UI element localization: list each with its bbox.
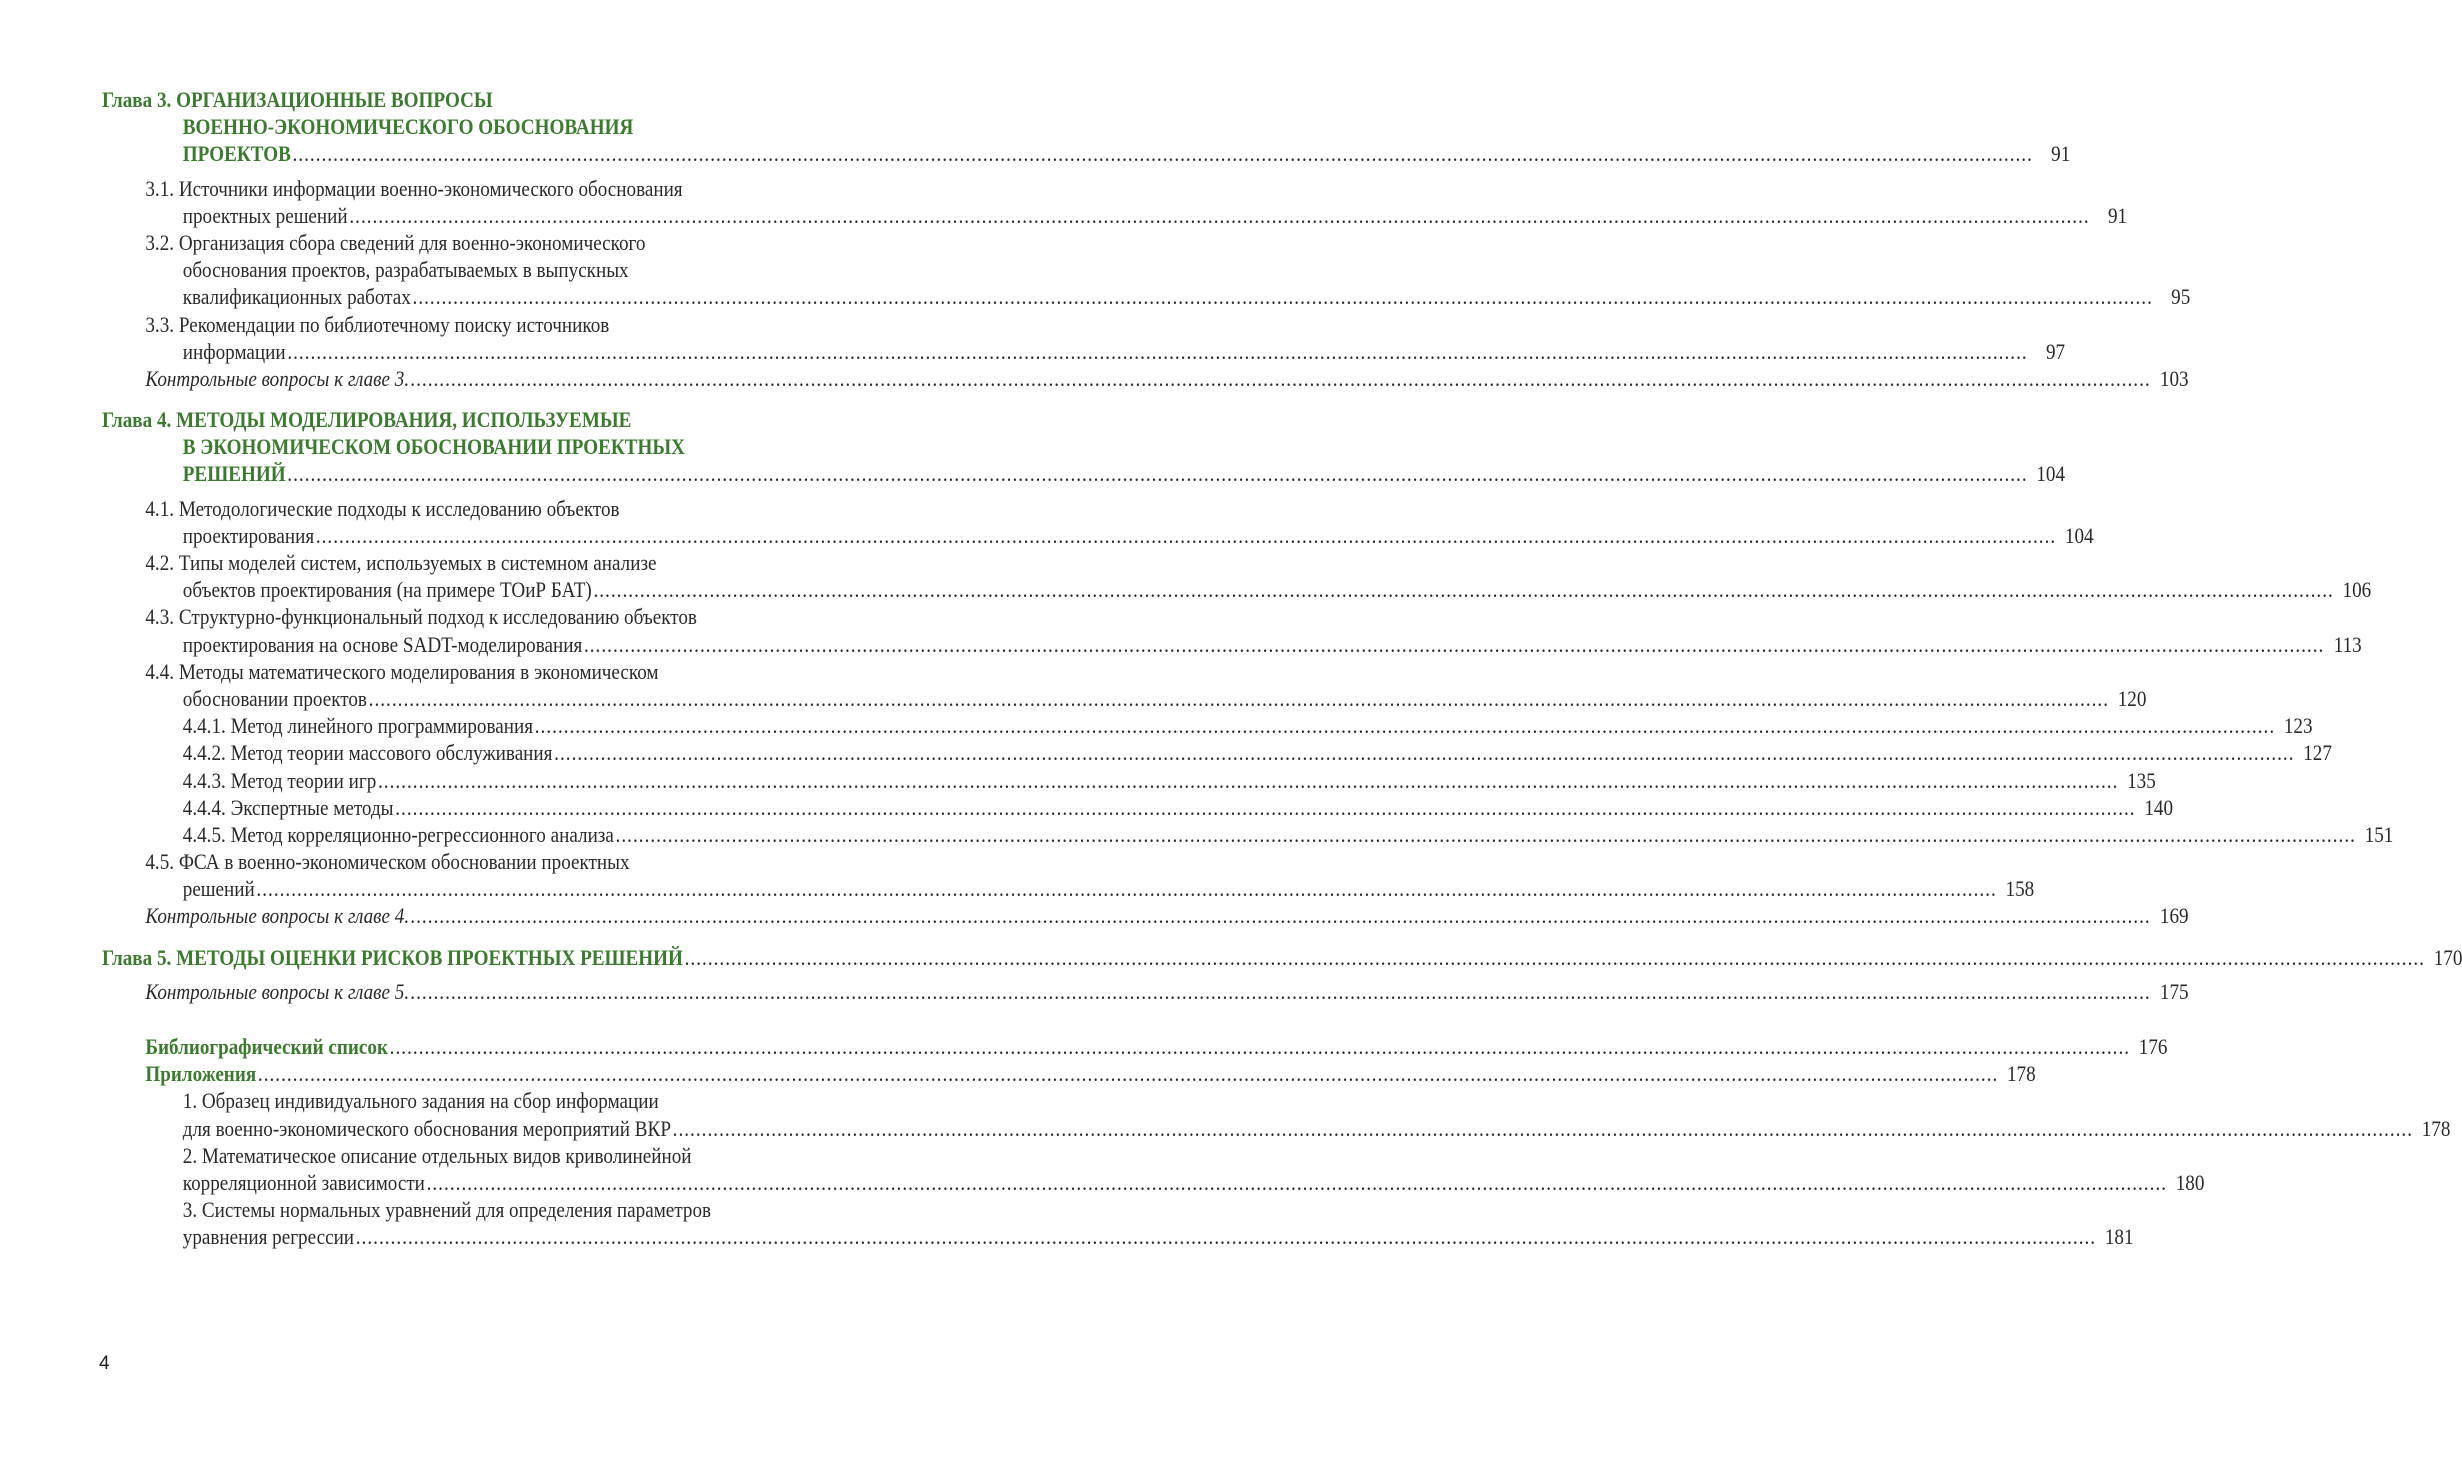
toc-entry-title: 4.4.4. Экспертные методы (182, 794, 394, 820)
toc-line (102, 229, 900, 256)
toc-line (102, 767, 2156, 794)
toc-entry-title: В ЭКОНОМИЧЕСКОМ ОБОСНОВАНИИ ПРОЕКТНЫХ (182, 434, 685, 460)
toc-line (102, 1115, 2451, 1142)
leader-dots: ............................................................................................................................................................................................................................................................................................................ (377, 767, 2119, 793)
leader-dots: ............................................................................................................................................................................................................................................................................................................ (287, 338, 2028, 364)
toc-entry-title: 4.3. Структурно-функциональный подход к исследованию объектов (145, 604, 697, 630)
toc-page-number: 176 (2138, 1034, 2168, 1059)
toc-page-number: 158 (2005, 876, 2035, 902)
toc-line (102, 406, 900, 433)
toc-entry-title: проектирования на основе SADT-моделирования (182, 631, 583, 657)
toc-page-number: 170 (2433, 944, 2462, 970)
leader-dots: ............................................................................................................................................................................................................................................................................................................ (615, 821, 2356, 847)
toc-line (102, 712, 2313, 739)
toc-line (102, 433, 900, 460)
toc-entry-title: 4.4.1. Метод линейного программирования (182, 713, 534, 739)
toc-page-number: 91 (2107, 202, 2128, 228)
toc-entry-title: обосновании проектов (182, 685, 367, 711)
toc-line (102, 365, 2189, 392)
leader-dots: ............................................................................................................................................................................................................................................................................................................ (355, 1224, 2097, 1250)
toc-entry-sub[interactable] (102, 821, 2394, 848)
toc-line (102, 86, 900, 113)
toc-line (102, 113, 900, 140)
toc-entry-title: 4.5. ФСА в военно-экономическом обосновании проектных (145, 849, 630, 875)
toc-entry-title: 3.1. Источники информации военно-экономического обоснования (145, 175, 683, 201)
leader-dots: ............................................................................................................................................................................................................................................................................................................ (410, 903, 2152, 929)
toc-line (102, 338, 2066, 365)
toc-entry-chapter[interactable] (102, 944, 2462, 971)
toc-entry-title: обоснования проектов, разрабатываемых в выпускных (182, 257, 629, 283)
toc-entry-appendix[interactable] (102, 1087, 2451, 1141)
leader-dots: ............................................................................................................................................................................................................................................................................................................ (395, 794, 2136, 820)
leader-dots: ............................................................................................................................................................................................................................................................................................................ (593, 577, 2334, 603)
toc-entry-title: ПРОЕКТОВ (182, 141, 291, 167)
toc-entry-title: Контрольные вопросы к главе 4. (145, 903, 410, 929)
toc-line (102, 739, 2332, 766)
toc-line (102, 658, 900, 685)
toc-line (102, 1142, 900, 1169)
toc-line (102, 1087, 900, 1114)
toc-page-number: 178 (2421, 1115, 2451, 1141)
toc-entry-title: квалификационных работах (182, 284, 411, 310)
toc-entry-title: Глава 5. МЕТОДЫ ОЦЕНКИ РИСКОВ ПРОЕКТНЫХ РЕШЕНИЙ (102, 944, 683, 970)
toc-page-number: 104 (2036, 461, 2066, 487)
leader-dots: ............................................................................................................................................................................................................................................................................................................ (256, 876, 1997, 902)
toc-line (102, 202, 2128, 229)
leader-dots: ............................................................................................................................................................................................................................................................................................................ (349, 202, 2090, 228)
leader-dots: ............................................................................................................................................................................................................................................................................................................ (287, 461, 2028, 487)
leader-dots: ............................................................................................................................................................................................................................................................................................................ (672, 1115, 2414, 1141)
toc-line (102, 944, 2462, 971)
leader-dots: ............................................................................................................................................................................................................................................................................................................ (426, 1169, 2168, 1195)
toc-page-number: 151 (2364, 821, 2394, 847)
leader-dots: ............................................................................................................................................................................................................................................................................................................ (315, 522, 2057, 548)
toc-entry-title: проектирования (182, 522, 315, 548)
toc-page-number: 123 (2283, 713, 2313, 739)
toc-entry-section[interactable] (102, 175, 2128, 229)
table-of-contents (102, 86, 2462, 1251)
toc-entry-title: РЕШЕНИЙ (182, 461, 286, 487)
toc-page-number: 127 (2303, 740, 2332, 766)
toc-line (102, 522, 2094, 549)
toc-page-number: 91 (2051, 141, 2071, 167)
toc-entry-title: 4.2. Типы моделей систем, используемых в системном анализе (145, 550, 657, 575)
toc-page-number: 181 (2104, 1224, 2134, 1250)
toc-entry-title: 2. Математическое описание отдельных видов криволинейной (182, 1142, 692, 1168)
toc-page-number: 113 (2333, 631, 2362, 657)
toc-line (102, 1169, 2205, 1196)
toc-page-number: 106 (2342, 577, 2372, 603)
toc-page-number: 140 (2144, 794, 2174, 820)
toc-entry-title: 4.4.5. Метод корреляционно-регрессионного анализа (182, 821, 614, 847)
leader-dots: ............................................................................................................................................................................................................................................................................................................ (368, 685, 2110, 711)
toc-page-number: 97 (2045, 338, 2066, 364)
toc-line (102, 549, 900, 576)
leader-dots: ............................................................................................................................................................................................................................................................................................................ (410, 978, 2152, 1004)
toc-entry-title: Приложения (145, 1061, 257, 1087)
toc-entry-appendix[interactable] (102, 1196, 2134, 1250)
toc-line (102, 978, 2189, 1005)
toc-entry-title: 4.4. Методы математического моделирования в экономическом (145, 658, 659, 684)
toc-entry-sub[interactable] (102, 767, 2156, 794)
leader-dots: ............................................................................................................................................................................................................................................................................................................ (389, 1034, 2131, 1059)
toc-line (102, 685, 2147, 712)
leader-dots: ............................................................................................................................................................................................................................................................................................................ (684, 944, 2425, 970)
toc-entry-title: 4.1. Методологические подходы к исследованию объектов (145, 495, 620, 521)
toc-entry-title: 3.3. Рекомендации по библиотечному поиску источников (145, 311, 610, 337)
toc-page-number: 95 (2171, 284, 2191, 310)
toc-entry-title: уравнения регрессии (182, 1224, 355, 1250)
toc-entry-bib[interactable] (102, 1033, 2168, 1060)
toc-entry-section[interactable] (102, 848, 2035, 902)
leader-dots: ............................................................................................................................................................................................................................................................................................................ (292, 141, 2033, 167)
toc-entry-appendix[interactable] (102, 1142, 2205, 1196)
toc-line (102, 495, 900, 522)
leader-dots: ............................................................................................................................................................................................................................................................................................................ (534, 713, 2276, 739)
toc-entry-title: 1. Образец индивидуального задания на сбор информации (182, 1088, 659, 1114)
toc-entry-title: для военно-экономического обоснования мероприятий ВКР (182, 1115, 671, 1141)
toc-entry-sub[interactable] (102, 794, 2174, 821)
toc-entry-question[interactable] (102, 902, 2189, 929)
leader-dots: ............................................................................................................................................................................................................................................................................................................ (257, 1061, 1999, 1087)
leader-dots: ............................................................................................................................................................................................................................................................................................................ (410, 365, 2152, 391)
toc-line (102, 1033, 2168, 1060)
toc-page-number: 120 (2117, 685, 2147, 711)
toc-line (102, 576, 2372, 603)
toc-entry-section[interactable] (102, 495, 2094, 549)
toc-entry-title: Глава 4. МЕТОДЫ МОДЕЛИРОВАНИЯ, ИСПОЛЬЗУЕМЫЕ (102, 407, 632, 433)
leader-dots: ............................................................................................................................................................................................................................................................................................................ (412, 284, 2153, 310)
toc-entry-section[interactable] (102, 311, 2066, 365)
toc-line (102, 902, 2189, 929)
toc-entry-title: 4.4.2. Метод теории массового обслуживания (182, 740, 553, 766)
toc-line (102, 1060, 2036, 1087)
toc-entry-title: Глава 3. ОРГАНИЗАЦИОННЫЕ ВОПРОСЫ (102, 87, 493, 112)
toc-entry-sub[interactable] (102, 712, 2313, 739)
toc-entry-title: 4.4.3. Метод теории игр (182, 767, 377, 793)
toc-line (102, 794, 2174, 821)
toc-line (102, 140, 2071, 167)
page-number: 4 (99, 1353, 110, 1374)
toc-line (102, 1223, 2134, 1250)
toc-entry-title: корреляционной зависимости (182, 1169, 425, 1195)
toc-entry-title: Контрольные вопросы к главе 5. (145, 978, 410, 1004)
toc-entry-title: Контрольные вопросы к главе 3. (145, 365, 410, 391)
toc-entry-title: ВОЕННО-ЭКОНОМИЧЕСКОГО ОБОСНОВАНИЯ (182, 114, 634, 140)
toc-line (102, 311, 900, 338)
toc-page-number: 178 (2006, 1061, 2036, 1087)
toc-page-number: 103 (2159, 365, 2189, 391)
toc-page-number: 169 (2159, 903, 2189, 929)
leader-dots: ............................................................................................................................................................................................................................................................................................................ (583, 631, 2325, 657)
toc-line (102, 875, 2035, 902)
toc-entry-sub[interactable] (102, 739, 2332, 766)
toc-entry-title: 3. Системы нормальных уравнений для определения параметров (182, 1197, 712, 1223)
toc-entry-section[interactable] (102, 229, 2191, 311)
toc-entry-title: информации (182, 338, 286, 364)
toc-line (102, 821, 2394, 848)
toc-line (102, 256, 900, 283)
toc-entry-title: объектов проектирования (на примере ТОиР БАТ) (182, 577, 592, 603)
toc-entry-chapter[interactable] (102, 86, 2071, 168)
toc-entry-section[interactable] (102, 658, 2147, 712)
toc-entry-section[interactable] (102, 603, 2362, 657)
toc-line (102, 283, 2191, 310)
toc-entry-question[interactable] (102, 365, 2189, 392)
toc-entry-chapter[interactable] (102, 406, 2066, 488)
toc-entry-question[interactable] (102, 978, 2189, 1005)
toc-page-number: 180 (2175, 1169, 2205, 1195)
toc-line (102, 460, 2066, 487)
toc-line (102, 848, 900, 875)
toc-entry-bib[interactable] (102, 1060, 2036, 1087)
toc-entry-title: решений (182, 876, 255, 902)
toc-entry-title: проектных решений (182, 202, 348, 228)
toc-entry-section[interactable] (102, 549, 2372, 603)
toc-page-number: 135 (2127, 767, 2156, 793)
toc-entry-title: Библиографический список (145, 1034, 388, 1059)
toc-line (102, 175, 900, 202)
toc-page-number: 175 (2159, 978, 2189, 1004)
toc-line (102, 631, 2362, 658)
leader-dots: ............................................................................................................................................................................................................................................................................................................ (554, 740, 2295, 766)
toc-line (102, 1196, 900, 1223)
toc-line (102, 603, 900, 630)
toc-page-number: 104 (2064, 522, 2094, 548)
toc-entry-title: 3.2. Организация сбора сведений для военно-экономического (145, 229, 646, 255)
